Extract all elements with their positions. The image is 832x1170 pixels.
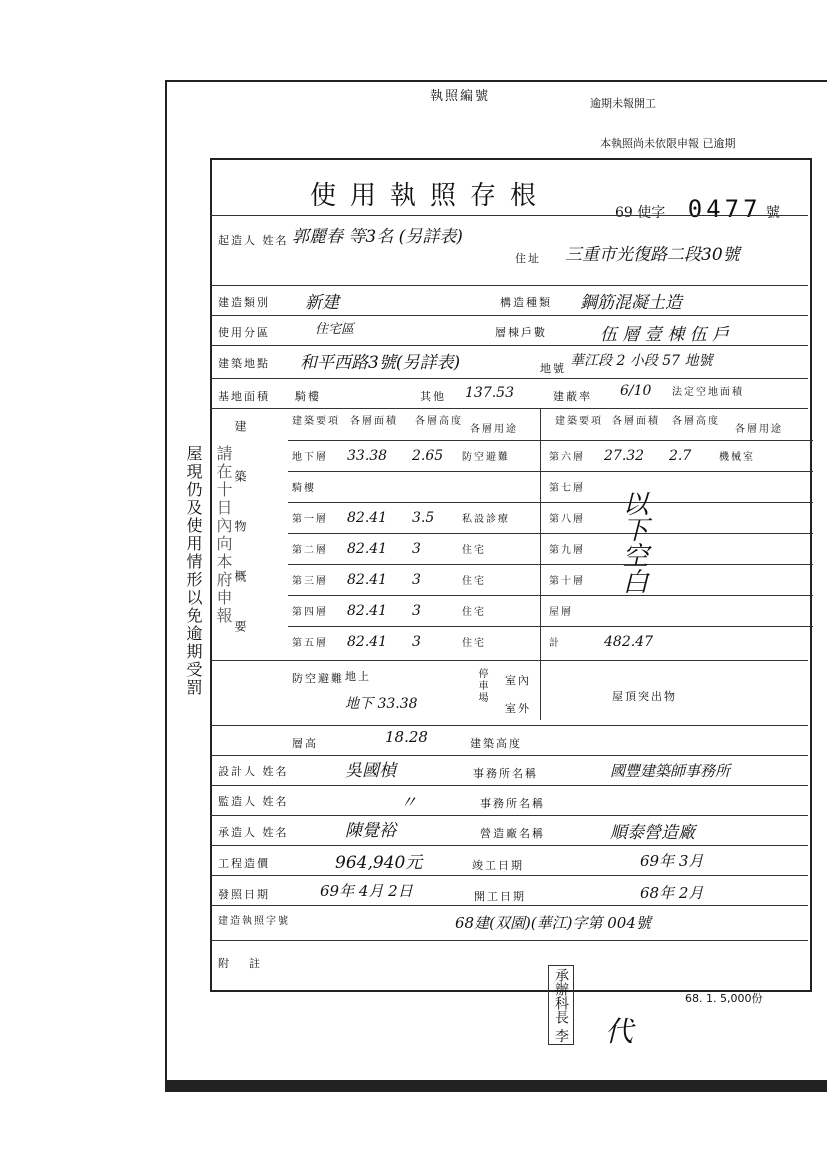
start-label: 開工日期 (474, 890, 526, 903)
height-value: 18.28 (385, 728, 428, 746)
print-note: 68. 1. 5,000份 (685, 992, 763, 1005)
row-divider (210, 785, 808, 786)
contractor-label: 承造人 姓名 (218, 826, 289, 839)
owner-label: 起造人 姓名 (218, 234, 289, 247)
right-floor-divider (545, 440, 813, 441)
left-floor-name: 第五層 (292, 638, 328, 649)
floors-label: 層棟戶數 (495, 326, 547, 339)
left-floor-use: 住宅 (462, 545, 486, 556)
right-floor-divider (545, 533, 813, 534)
row-divider (210, 875, 808, 876)
floors-value: 伍 層 壹 棟 伍 戶 (600, 325, 730, 345)
row-divider (210, 215, 808, 216)
height-label: 層高 (292, 737, 318, 750)
site-value: 和平西路3號(另詳表) (300, 353, 461, 373)
row-divider (210, 905, 808, 906)
left-floor-name: 騎樓 (292, 483, 316, 494)
permit-label: 建造執照字號 (218, 916, 290, 927)
address-label: 住址 (515, 252, 541, 265)
start-value: 68年 2月 (640, 884, 704, 902)
parking-in: 室內 (505, 674, 531, 687)
page-title: 使用執照存根 (310, 181, 551, 211)
other-label: 其他 (420, 390, 446, 403)
row-divider (210, 660, 808, 661)
bldg-height-label: 建築高度 (470, 737, 522, 750)
land-label: 地號 (540, 362, 566, 375)
issue-label: 發照日期 (218, 888, 270, 901)
shelter-below: 地下 33.38 (345, 696, 418, 712)
left-floor-divider (288, 471, 556, 472)
left-floor-area: 82.41 (347, 603, 388, 619)
coverage-value: 6/10 (620, 383, 652, 399)
row-divider (210, 845, 808, 846)
cost-value: 964,940元 (335, 853, 423, 873)
left-floor-name: 第一層 (292, 514, 328, 525)
detail-h3-right: 各層用途 (735, 424, 783, 435)
serial-prefix: 69 使字 (615, 205, 666, 221)
supervisor-label: 監造人 姓名 (218, 795, 289, 808)
header-stamp-left: 執照編號 (430, 89, 491, 104)
row-divider (210, 725, 808, 726)
designer-label: 設計人 姓名 (218, 765, 289, 778)
right-floor-name: 第十層 (549, 576, 585, 587)
right-floor-area: 27.32 (604, 448, 645, 464)
roof-label: 屋頂突出物 (612, 690, 677, 703)
signature-stamp: 承辦科長 李 (548, 965, 574, 1045)
left-floor-height: 3 (412, 634, 421, 650)
left-floor-divider (288, 502, 556, 503)
zone-label: 使用分區 (218, 326, 270, 339)
supervisor-value: 〃 (400, 793, 417, 813)
right-floor-height: 2.7 (669, 448, 692, 464)
side-note-2: 請在十日內向本府申報 (214, 445, 233, 625)
serial-value: 0477 (687, 195, 762, 223)
side-note: 屋現仍及使用情形以免逾期受罰 (184, 445, 203, 697)
designer-office-value: 國豐建築師事務所 (610, 762, 731, 780)
row-divider (210, 755, 808, 756)
build-type-value: 新建 (305, 293, 339, 313)
right-floor-divider (545, 502, 813, 503)
build-type-label: 建造類別 (218, 296, 270, 309)
left-floor-use: 住宅 (462, 607, 486, 618)
blank-note: 以下空白 (618, 490, 648, 594)
left-floor-divider (288, 626, 556, 627)
contractor-value: 陳覺裕 (345, 821, 396, 841)
right-floor-name: 第八層 (549, 514, 585, 525)
area-label: 基地面積 (218, 390, 270, 403)
detail-h0: 建築要項 (292, 416, 340, 427)
row-divider (210, 285, 808, 286)
cost-label: 工程造價 (218, 857, 270, 870)
structure-label: 構造種類 (500, 296, 552, 309)
row-divider (210, 408, 808, 409)
coverage-label: 建蔽率 (553, 390, 592, 403)
structure-value: 鋼筋混凝土造 (580, 293, 682, 313)
right-floor-name: 屋層 (549, 607, 573, 618)
left-floor-name: 地下層 (292, 452, 328, 463)
left-floor-name: 第二層 (292, 545, 328, 556)
right-floor-divider (545, 471, 813, 472)
right-floor-name: 第六層 (549, 452, 585, 463)
address-value: 三重市光復路二段30號 (565, 245, 740, 265)
permit-value: 68建(双園)(華江)字第 004號 (455, 914, 651, 932)
contractor-firm-value: 順泰營造廠 (610, 823, 695, 843)
designer-office-label: 事務所名稱 (473, 767, 538, 780)
other-area: 137.53 (465, 385, 514, 401)
left-floor-height: 3 (412, 603, 421, 619)
header-notes: 本執照尚未依限申報 已逾期 (600, 137, 736, 150)
land-value: 華江段 2 小段 57 地號 (570, 353, 713, 369)
designer-value: 吳國楨 (345, 761, 396, 781)
left-floor-height: 3 (412, 541, 421, 557)
zone-value: 住宅區 (315, 322, 355, 337)
complete-label: 竣工日期 (472, 859, 524, 872)
left-floor-use: 住宅 (462, 638, 486, 649)
left-floor-height: 3.5 (412, 510, 435, 526)
left-floor-use: 防空避難 (462, 452, 510, 463)
left-floor-area: 82.41 (347, 572, 388, 588)
complete-value: 69年 3月 (640, 852, 704, 870)
serial-suffix: 號 (765, 205, 780, 221)
right-floor-name: 計 (549, 638, 561, 649)
row-divider (210, 815, 808, 816)
supervisor-office-label: 事務所名稱 (480, 797, 545, 810)
right-floor-divider (545, 564, 813, 565)
legal-space-label: 法定空地面積 (672, 387, 744, 398)
detail-h3: 各層用途 (470, 424, 518, 435)
header-stamp-right: 逾期未報開工 (590, 97, 656, 110)
row-divider (210, 378, 808, 379)
right-floor-area: 482.47 (604, 634, 653, 650)
right-floor-name: 第七層 (549, 483, 585, 494)
row-divider (210, 315, 808, 316)
left-floor-height: 2.65 (412, 448, 444, 464)
left-floor-divider (288, 564, 556, 565)
left-floor-area: 82.41 (347, 510, 388, 526)
parking-out: 室外 (505, 702, 531, 715)
left-floor-height: 3 (412, 572, 421, 588)
site-label: 建築地點 (218, 357, 270, 370)
left-floor-area: 82.41 (347, 541, 388, 557)
left-floor-divider (288, 533, 556, 534)
owner-value: 郭麗春 等3名 (另詳表) (292, 227, 463, 247)
parking-label: 停車場 (476, 668, 487, 704)
shelter-label: 防空避難 (292, 672, 344, 685)
attached-label: 騎樓 (295, 390, 321, 403)
detail-h1: 各層面積 (350, 416, 398, 427)
left-floor-name: 第三層 (292, 576, 328, 587)
right-floor-name: 第九層 (549, 545, 585, 556)
left-floor-name: 第四層 (292, 607, 328, 618)
detail-h0-right: 建築要項 (555, 416, 603, 427)
detail-h2: 各層高度 (415, 416, 463, 427)
row-divider (210, 345, 808, 346)
shelter-above: 地上 (345, 670, 371, 683)
left-floor-divider (288, 595, 556, 596)
detail-label: 建築物概要 (233, 420, 247, 670)
left-floor-use: 住宅 (462, 576, 486, 587)
detail-h1-right: 各層面積 (612, 416, 660, 427)
left-floor-area: 82.41 (347, 634, 388, 650)
right-floor-divider (545, 626, 813, 627)
right-floor-divider (545, 595, 813, 596)
detail-h2-right: 各層高度 (672, 416, 720, 427)
left-floor-use: 私設診療 (462, 514, 510, 525)
right-floor-use: 機械室 (719, 452, 755, 463)
issue-value: 69年 4月 2日 (320, 882, 413, 900)
notes-label: 附註 (218, 957, 280, 970)
serial-number (615, 195, 780, 223)
left-floor-divider (288, 440, 556, 441)
row-divider (210, 940, 808, 941)
initial-mark: 代 (605, 1015, 634, 1048)
contractor-firm-label: 營造廠名稱 (480, 827, 545, 840)
left-floor-area: 33.38 (347, 448, 388, 464)
